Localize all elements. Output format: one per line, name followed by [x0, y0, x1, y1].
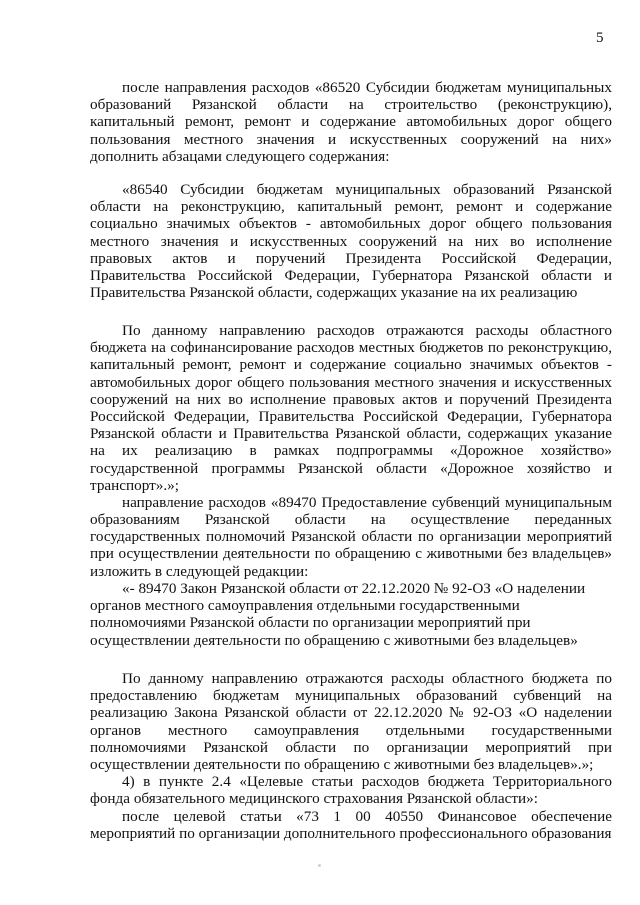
- text-line: образований Рязанской области на строительство (реконструкцию),: [90, 96, 612, 114]
- text-line: социально значимых объектов - автомобильных дорог общего пользования: [90, 215, 612, 233]
- text-line: полномочиями Рязанской области по организации мероприятий при: [90, 614, 531, 632]
- text-line: после целевой статьи «73 1 00 40550 Финансовое обеспечение: [122, 807, 612, 825]
- paragraph-amendment-86520: [90, 79, 612, 165]
- text-line: государственных полномочий Рязанской области по организации мероприятий: [90, 528, 612, 546]
- text-line: органов местного самоуправления отдельными государственными: [90, 597, 520, 615]
- text-line: транспорт».»;: [90, 476, 179, 494]
- text-line: после направления расходов «86520 Субсидии бюджетам муниципальных: [122, 79, 612, 96]
- scan-dot: [318, 864, 321, 867]
- paragraph-86540-title: [90, 181, 612, 301]
- text-line: местного значения и искусственных сооружений на них во исполнение: [90, 232, 612, 250]
- text-line: 4) в пункте 2.4 «Целевые статьи расходов бюджета Территориального: [122, 773, 612, 791]
- text-line: органов местного самоуправления отдельными государственными: [90, 721, 612, 739]
- text-line: на их реализацию в рамках подпрограммы «Дорожное хозяйство»: [90, 442, 612, 460]
- text-line: полномочиями Рязанской области по организации мероприятий при: [90, 738, 612, 756]
- text-line: пользования местного значения и искусственных сооружений на них»: [90, 130, 612, 148]
- text-line: предоставлению бюджетам муниципальных образований субвенций на: [90, 687, 612, 705]
- text-line: капитальный ремонт, ремонт и содержание автомобильных дорог общего: [90, 113, 612, 131]
- text-line: бюджета на софинансирование расходов местных бюджетов по реконструкцию,: [90, 339, 612, 357]
- text-line: капитальный ремонт, ремонт и содержание социально значимых объектов -: [90, 356, 612, 374]
- text-line: «- 89470 Закон Рязанской области от 22.12.2020 № 92-ОЗ «О наделении: [122, 580, 586, 597]
- text-line: Российской Федерации, Правительства Российской Федерации, Губернатора: [90, 407, 612, 425]
- text-line: фонда обязательного медицинского страхования Рязанской области»:: [90, 790, 538, 808]
- text-line: По данному направлению расходов отражаются расходы областного: [122, 322, 612, 339]
- text-line: осуществлении деятельности по обращению с животными без владельцев».»;: [90, 755, 594, 773]
- page-number: 5: [596, 30, 604, 46]
- text-line: государственной программы Рязанской области «Дорожное хозяйство и: [90, 459, 612, 477]
- text-line: при осуществлении деятельности по обращению с животными без владельцев»: [90, 545, 612, 563]
- paragraph-89470-title: [90, 580, 612, 649]
- text-line: «86540 Субсидии бюджетам муниципальных образований Рязанской: [122, 181, 612, 198]
- text-line: сооружений на них во исполнение правовых актов и поручений Президента: [90, 390, 612, 408]
- text-line: По данному направлению отражаются расходы областного бюджета по: [122, 670, 612, 687]
- text-line: изложить в следующей редакции:: [90, 562, 309, 580]
- text-line: реализацию Закона Рязанской области от 22.12.2020 № 92-ОЗ «О наделении: [90, 704, 612, 722]
- text-line: мероприятий по организации дополнительного профессионального образования: [90, 824, 612, 842]
- text-line: Рязанской области и Правительства Рязанской области, содержащих указание: [90, 425, 612, 443]
- text-line: правовых актов и поручений Президента Российской Федерации,: [90, 249, 612, 267]
- text-line: осуществлении деятельности по обращению с животными без владельцев»: [90, 631, 578, 649]
- paragraph-86540-description: [90, 322, 612, 580]
- text-line: образованиям Рязанской области на осуществление переданных: [90, 511, 612, 529]
- text-line: области на реконструкцию, капитальный ремонт, ремонт и содержание: [90, 198, 612, 216]
- text-line: автомобильных дорог общего пользования местного значения и искусственных: [90, 373, 612, 391]
- text-line: дополнить абзацами следующего содержания:: [90, 147, 390, 165]
- text-line: Правительства Российской Федерации, Губернатора Рязанской области и: [90, 266, 612, 284]
- text-line: Правительства Рязанской области, содержащих указание на их реализацию: [90, 284, 578, 302]
- text-line: направление расходов «89470 Предоставление субвенций муниципальным: [122, 493, 612, 511]
- paragraph-89470-description: [90, 670, 612, 842]
